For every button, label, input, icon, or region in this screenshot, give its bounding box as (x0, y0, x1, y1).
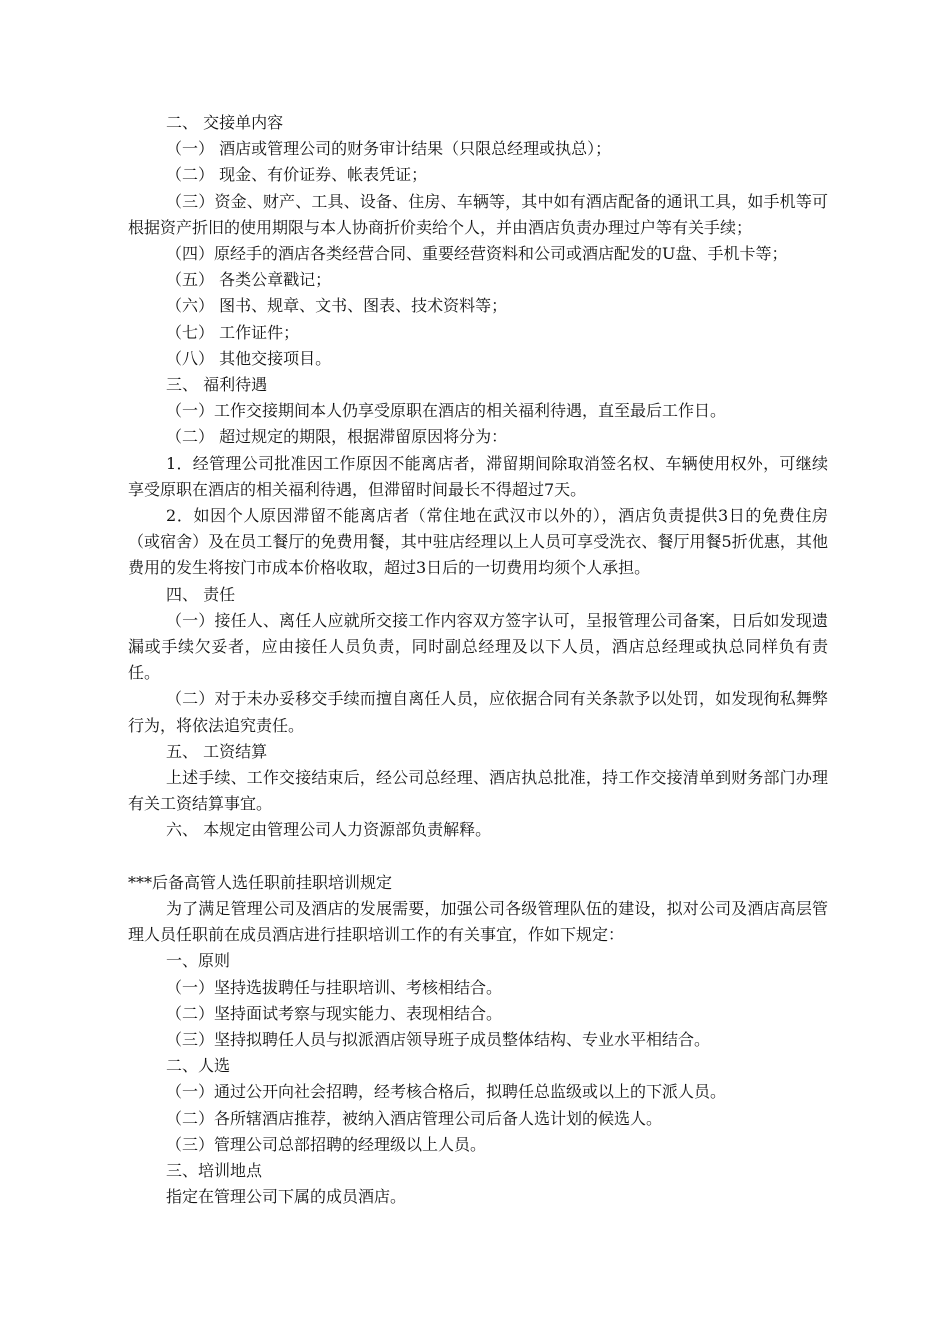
paragraph: （四）原经手的酒店各类经营合同、重要经营资料和公司或酒店配发的U盘、手机卡等； (166, 244, 788, 264)
paragraph: 二、 交接单内容 (166, 113, 284, 132)
paragraph: 指定在管理公司下属的成员酒店。 (166, 1187, 407, 1207)
paragraph: （二）对于未办妥移交手续而擅自离任人员，应依据合同有关条款予以处罚，如发现徇私舞弊行为，将依法追究责任。 (128, 689, 828, 735)
paragraph: （一）坚持选拔聘任与挂职培训、考核相结合。 (166, 977, 503, 997)
paragraph: 一、原则 (166, 951, 231, 971)
paragraph: （一）通过公开向社会招聘，经考核合格后，拟聘任总监级或以上的下派人员。 (166, 1082, 727, 1102)
paragraph: （一）接任人、离任人应就所交接工作内容双方签字认可，呈报管理公司备案，日后如发现遗漏或手续欠妥者，应由接任人员负责，同时副总经理及以下人员，酒店总经理或执总同样负有责任。 (128, 610, 828, 683)
paragraph: 2．如因个人原因滞留不能离店者（常住地在武汉市以外的），酒店负责提供3日的免费住房（或宿舍）及在员工餐厅的免费用餐，其中驻店经理以上人员可享受洗衣、餐厅用餐5折优惠，其他费用的发生将按门市成本价格收取，超过3日后的一切费用均须个人承担。 (128, 506, 828, 578)
paragraph: 三、培训地点 (166, 1160, 263, 1180)
paragraph: （三）资金、财产、工具、设备、住房、车辆等，其中如有酒店配备的通讯工具，如手机等可根据资产折旧的使用期限与本人协商折价卖给个人，并由酒店负责办理过户等有关手续； (128, 191, 828, 237)
paragraph: （二） 现金、有价证券、帐表凭证； (166, 165, 428, 185)
paragraph: 三、 福利待遇 (166, 375, 268, 395)
paragraph: （七） 工作证件； (166, 322, 300, 342)
paragraph: （三）管理公司总部招聘的经理级以上人员。 (166, 1134, 487, 1154)
paragraph: （二）坚持面试考察与现实能力、表现相结合。 (166, 1003, 503, 1023)
paragraph: （三）坚持拟聘任人员与拟派酒店领导班子成员整体结构、专业水平相结合。 (166, 1029, 711, 1049)
paragraph: 二、人选 (166, 1056, 231, 1076)
paragraph: 为了满足管理公司及酒店的发展需要，加强公司各级管理队伍的建设，拟对公司及酒店高层管理人员任职前在成员酒店进行挂职培训工作的有关事宜，作如下规定： (128, 898, 828, 945)
paragraph: ***后备高管人选任职前挂职培训规定 (128, 872, 393, 892)
paragraph: （六） 图书、规章、文书、图表、技术资料等； (166, 296, 508, 316)
paragraph: （一） 酒店或管理公司的财务审计结果（只限总经理或执总）； (166, 139, 612, 159)
paragraph: 四、 责任 (166, 584, 236, 604)
paragraph: （二）各所辖酒店推荐，被纳入酒店管理公司后备人选计划的候选人。 (166, 1108, 663, 1128)
paragraph: （八） 其他交接项目。 (166, 348, 332, 368)
paragraph: 五、 工资结算 (166, 741, 268, 761)
document-body (128, 110, 828, 1210)
paragraph: （一）工作交接期间本人仍享受原职在酒店的相关福利待遇，直至最后工作日。 (166, 401, 727, 421)
paragraph: （五） 各类公章戳记； (166, 270, 332, 290)
paragraph: （二） 超过规定的期限，根据滞留原因将分为： (166, 427, 508, 447)
paragraph: 1．经管理公司批准因工作原因不能离店者，滞留期间除取消签名权、车辆使用权外，可继续享受原职在酒店的相关福利待遇，但滞留时间最长不得超过7天。 (128, 453, 828, 499)
blank-line (128, 844, 828, 870)
paragraph: 上述手续、工作交接结束后，经公司总经理、酒店执总批准，持工作交接清单到财务部门办理有关工资结算事宜。 (128, 768, 828, 814)
paragraph: 六、 本规定由管理公司人力资源部负责解释。 (166, 820, 492, 840)
